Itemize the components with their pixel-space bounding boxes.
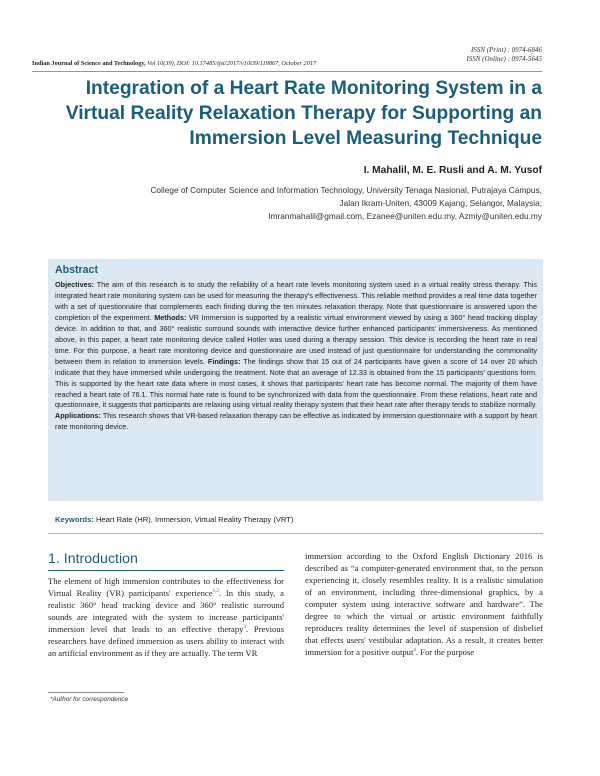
section-rule	[48, 570, 284, 571]
section-heading-introduction: 1. Introduction	[48, 551, 138, 567]
affiliation	[80, 184, 542, 224]
applications-text: This research shows that VR-based relaxation therapy can be effective as indicated by immersion questionnaire with a support by heart rate monitoring device.	[55, 411, 537, 432]
affiliation-emails: Imranmahalil@gmail.com, Ezanee@uniten.edu.my, Azmiy@uniten.edu.my	[268, 211, 542, 222]
abstract-body	[55, 280, 537, 433]
paper-title: Integration of a Heart Rate Monitoring System in a Virtual Reality Relaxation Therapy for Supporting an Immersion Level Measuring Technique	[65, 78, 542, 149]
keywords-label: Keywords:	[55, 515, 94, 524]
footnote: *Author for correspondence	[50, 696, 129, 703]
intro-column-left	[48, 575, 284, 659]
journal-name: Indian Journal of Science and Technology,	[32, 60, 146, 67]
intro-text-4: immersion according to the Oxford English Dictionary 2016 is described as “a computer-generated environment that, to the person experiencing it, closely resembles reality. It is a realistic simulation of an environment, including three-dimensional graphics, by a computer system using interactive software and hardware”. The degree to which the virtual or artistic environment faithfully reproduces reality determines the level of suspension of disbelief that effects users' vestibular adaptation. As a result, it creates better immersion for a positive output	[305, 551, 543, 658]
journal-citation	[32, 60, 542, 70]
intro-text-1: The element of high immersion contributes to the effectiveness for Virtual Reality (VR) participants' experience	[48, 576, 284, 599]
abstract-heading: Abstract	[55, 264, 98, 276]
citation-link[interactable]: 1,2	[212, 589, 219, 595]
affiliation-line-2: Jalan Ikram-Uniten, 43009 Kajang, Selangor, Malaysia;	[339, 198, 542, 209]
methods-text: VR Immersion is supported by a realistic virtual environment viewed by using a 360° head tracking display device. In addition to that, and 360° realistic surround sounds with interactive device further enhanced participants' immersiveness. As mentioned above, in this paper, a heart rate monitoring device called Hotler was used during a therapy session. This device is recording the heart rate in real time. For this purpose, a heart rate monitoring device and questionnaire are used instead of just questionnaire for understanding the commonality between them in relation to immersion levels.	[55, 312, 537, 366]
header-rule	[32, 71, 542, 72]
keywords-text: Heart Rate (HR), Immersion, Virtual Reality Therapy (VRT)	[93, 515, 294, 524]
journal-meta: Vol 10(39), DOI: 10.17485/ijst/2017/v10i39/119867, October 2017	[145, 60, 317, 67]
objectives-label: Objectives:	[55, 280, 95, 289]
intro-text-2: . In this study, a realistic 360° head tracking device and 360° realistic surround sounds are integrated with the system to increase participants' immersion level that leads to an effective therapy	[48, 588, 284, 635]
keywords	[55, 515, 293, 524]
authors: I. Mahalil, M. E. Rusli and A. M. Yusof	[363, 165, 542, 176]
issn-online: ISSN (Online) : 0974-5645	[466, 55, 542, 63]
objectives-text: The aim of this research is to study the reliability of a heart rate levels monitoring system used in a virtual reality stress therapy. This integrated heart rate monitoring system can be used for measuring the therapy's effectiveness. This reliable method provides a real time data together with a set of questionnaire that complements each finding during the ten minutes relaxation therapy. Note that questionnaire is answered upon the completion of the experiment.	[55, 280, 537, 322]
keywords-rule	[48, 533, 543, 534]
intro-text-3: . Previous researchers have defined immersion as users ability to interact with an artificial environment as if they are actually. The term VR	[48, 624, 284, 659]
issn-print: ISSN (Print) : 0974-6846	[471, 46, 542, 54]
methods-label: Methods:	[154, 312, 187, 322]
findings-label: Findings:	[207, 356, 241, 366]
citation-link[interactable]: 4	[413, 648, 416, 654]
intro-column-right	[305, 550, 543, 658]
intro-text-5: . For the purpose	[415, 647, 475, 658]
findings-text: The findings show that 15 out of 24 participants have given a score of 14 over 20 which indicate that they have immersed while undergoing the treatment. Note that an average of 12.33 is obtained from the 15 participants' questions form. This is supported by the heart rate data where in most cases, it shows that participants' heart rate has become normal. The majority of them have reached a heart rate of 76.1. This normal hate rate is found to be synchronized with data from the questionnaire. From these relations, heart rate and questionnaire, it suggests that participants are relaxing using virtual reality therapy system that their heart rate after therapy tends to stabilize normally.	[55, 356, 537, 410]
affiliation-line-1: College of Computer Science and Information Technology, University Tenaga Nasional, Putrajaya Campus,	[150, 185, 542, 195]
footnote-rule	[48, 692, 124, 693]
citation-link[interactable]: 3	[243, 625, 246, 631]
applications-label: Applications:	[55, 411, 101, 421]
